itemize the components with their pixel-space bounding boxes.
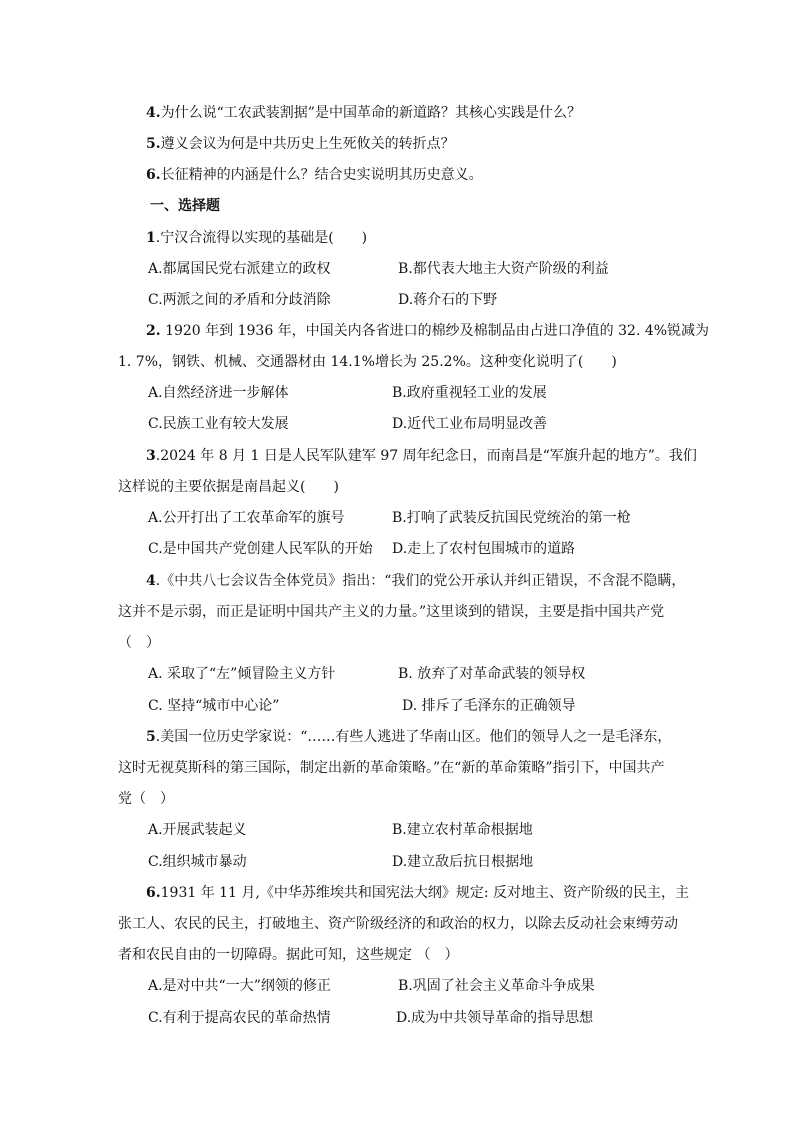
question-number: 6. <box>146 885 161 901</box>
question-6-option-d: D.成为中共领导革命的指导思想 <box>396 1010 594 1026</box>
review-question-4 <box>146 103 581 123</box>
question-1-option-d: D.蒋介石的下野 <box>398 292 498 308</box>
question-number: 3 <box>146 448 156 464</box>
question-text: .2024 年 8 月 1 日是人民军队建军 97 周年纪念日，而南昌是“军旗升起的地方”。我们 <box>155 448 697 464</box>
question-6-option-c: C.有利于提高农民的革命热情 <box>148 1010 331 1026</box>
question-number: 4 <box>146 573 156 589</box>
question-3-option-c: C.是中国共产党创建人民军队的开始 <box>148 541 373 557</box>
question-1-option-c: C.两派之间的矛盾和分歧消除 <box>148 292 331 308</box>
review-question-5 <box>146 134 455 154</box>
question-6-stem-line-3: 者和农民自由的一切障碍。据此可知，这些规定 （ ） <box>118 947 459 963</box>
question-text: 遵义会议为何是中共历史上生死攸关的转折点？ <box>160 136 455 152</box>
section-title: 一、选择题 <box>150 198 220 214</box>
question-2-option-a: A.自然经济进一步解体 <box>148 385 289 401</box>
question-6-option-a: A.是对中共“一大”纲领的修正 <box>148 978 331 994</box>
question-3-stem <box>146 446 697 466</box>
question-text: .宁汉合流得以实现的基础是( ) <box>155 230 368 246</box>
question-text: .美国一位历史学家说：“……有些人逃进了华南山区。他们的领导人之一是毛泽东， <box>155 729 672 745</box>
question-3-option-b: B.打响了武装反抗国民党统治的第一枪 <box>392 510 631 526</box>
question-2-stem <box>146 321 709 341</box>
question-2-stem-line-2: 1. 7%，钢铁、机械、交通器材由 14.1%增长为 25.2%。这种变化说明了( ) <box>118 354 617 370</box>
question-5-stem-line-3: 党（ ） <box>118 791 174 807</box>
question-6-stem-line-2: 张工人、农民的民主，打破地主、资产阶级经济的和政治的权力，以除去反动社会束缚劳动 <box>118 916 678 932</box>
review-question-6 <box>146 165 483 185</box>
question-4-stem-line-3: （ ） <box>118 635 160 651</box>
question-5-option-b: B.建立农村革命根据地 <box>392 822 533 838</box>
question-text: 为什么说“工农武装割据”是中国革命的新道路？其核心实践是什么？ <box>160 105 581 121</box>
question-5-option-c: C.组织城市暴动 <box>148 854 247 870</box>
question-5-stem <box>146 727 671 747</box>
question-number: 5 <box>146 729 156 745</box>
question-number: 2. <box>146 323 161 339</box>
question-number: 5. <box>146 136 161 152</box>
question-4-stem-line-2: 这并不是示弱，而正是证明中国共产主义的力量。”这里谈到的错误，主要是指中国共产党 <box>118 604 665 620</box>
question-6-stem <box>146 883 689 903</box>
question-text: .《中共八七会议告全体党员》指出：“我们的党公开承认并纠正错误，不含混不隐瞒， <box>155 573 686 589</box>
question-1-option-a: A.都属国民党右派建立的政权 <box>148 261 331 277</box>
question-3-option-d: D.走上了农村包围城市的道路 <box>392 541 576 557</box>
question-5-option-a: A.开展武装起义 <box>148 822 247 838</box>
question-3-stem-line-2: 这样说的主要依据是南昌起义( ) <box>118 479 339 495</box>
question-1-stem <box>146 228 367 248</box>
question-4-option-a: A. 采取了“左”倾冒险主义方针 <box>148 666 336 682</box>
question-6-option-b: B.巩固了社会主义革命斗争成果 <box>398 978 595 994</box>
question-1-option-b: B.都代表大地主大资产阶级的利益 <box>398 261 609 277</box>
question-number: 4. <box>146 105 161 121</box>
question-4-option-d: D. 排斥了毛泽东的正确领导 <box>402 698 576 714</box>
question-number: 1 <box>146 230 156 246</box>
question-number: 6. <box>146 167 161 183</box>
question-2-option-d: D.近代工业布局明显改善 <box>392 416 548 432</box>
question-3-option-a: A.公开打出了工农革命军的旗号 <box>148 510 345 526</box>
question-5-stem-line-2: 这时无视莫斯科的第三国际，制定出新的革命策略。”在“新的革命策略”指引下，中国共产 <box>118 760 665 776</box>
question-2-option-b: B.政府重视轻工业的发展 <box>392 385 547 401</box>
question-5-option-d: D.建立敌后抗日根据地 <box>392 854 534 870</box>
question-4-stem <box>146 571 685 591</box>
question-2-option-c: C.民族工业有较大发展 <box>148 416 289 432</box>
question-4-option-b: B. 放弃了对革命武装的领导权 <box>398 666 586 682</box>
question-text: 1920 年到 1936 年，中国关内各省进口的棉纱及棉制品由占进口净值的 32. 4%锐减为 <box>160 323 710 339</box>
question-text: 长征精神的内涵是什么？结合史实说明其历史意义。 <box>160 167 483 183</box>
question-4-option-c: C. 坚持“城市中心论” <box>148 698 280 714</box>
question-text: 1931 年 11 月,《中华苏维埃共和国宪法大纲》规定: 反对地主、资产阶级的民主，主 <box>160 885 690 901</box>
